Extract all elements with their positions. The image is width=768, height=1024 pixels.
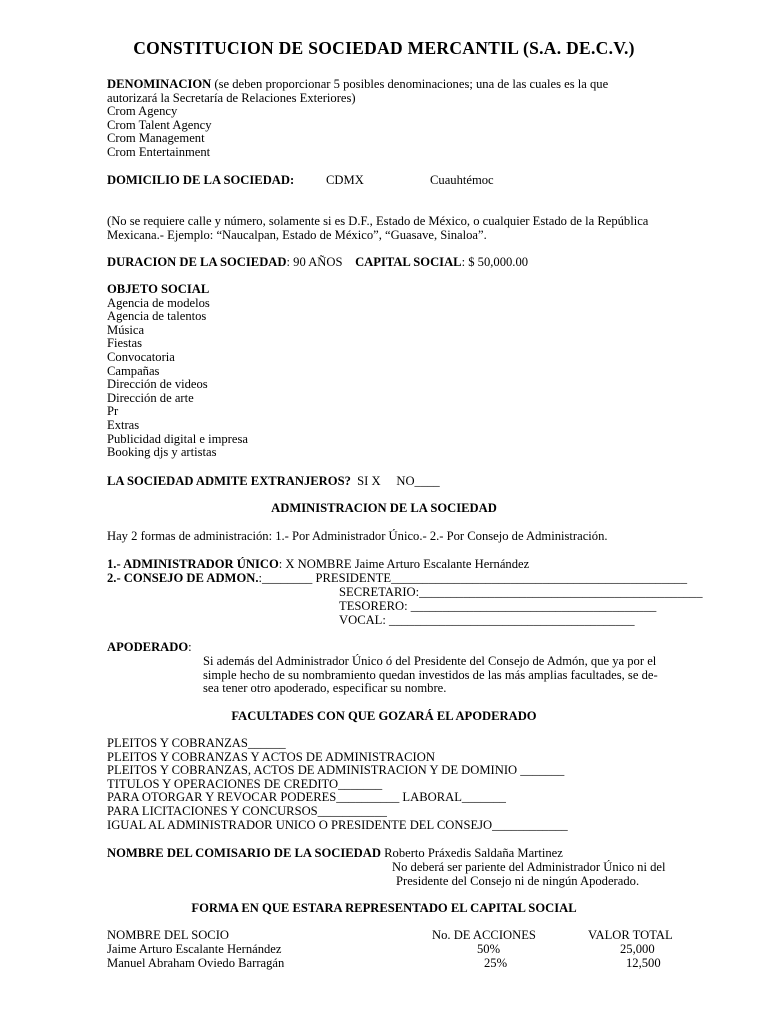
denominacion-note: (se deben proporcionar 5 posibles denominaciones; una de las cuales es la que [211,77,609,91]
capital-header-name: NOMBRE DEL SOCIO [107,928,229,942]
secretario-line: SECRETARIO:_____________________________________________ [339,585,703,599]
duracion-capital-line [107,256,528,270]
domicilio-note [107,215,648,242]
capital-row-2-acciones: 25% [484,956,508,970]
admin-unico-value: : X NOMBRE Jaime Arturo Escalante Hernández [278,557,530,571]
objeto-item: Publicidad digital e impresa [107,431,248,446]
vocal-line: VOCAL: _______________________________________ [339,613,635,627]
denominacion-name: Crom Entertainment [107,144,211,159]
capital-header-valor: VALOR TOTAL [588,928,673,942]
facultad-item: PARA OTORGAR Y REVOCAR PODERES__________ LABORAL_______ [107,790,506,805]
objeto-item: Extras [107,417,140,432]
apoderado-text-line: simple hecho de su nombramiento quedan investidos de las más amplias facultades, se de- [203,667,658,682]
objeto-item: Booking djs y artistas [107,445,217,460]
comisario-note-2: Presidente del Consejo ni de ningún Apoderado. [396,874,640,888]
consejo-label: 2.- CONSEJO DE ADMON. [107,571,259,585]
objeto-item: Dirección de videos [107,377,208,392]
capital-label: CAPITAL SOCIAL [355,255,462,269]
objeto-item: Campañas [107,363,160,378]
duracion-value: : 90 AÑOS [286,255,343,269]
objeto-item: Pr [107,404,119,419]
extranjeros-value: SI X NO____ [350,474,440,488]
administracion-heading: ADMINISTRACION DE LA SOCIEDAD [271,501,497,515]
duracion-label: DURACION DE LA SOCIEDAD [107,255,287,269]
facultad-item: IGUAL AL ADMINISTRADOR UNICO O PRESIDENTE DEL CONSEJO____________ [107,817,568,832]
apoderado-text-line: sea tener otro apoderado, especificar su nombre. [203,681,447,696]
comisario-label: NOMBRE DEL COMISARIO DE LA SOCIEDAD [107,846,381,860]
capital-row-1-name: Jaime Arturo Escalante Hernández [107,942,282,956]
denominacion-section [107,78,608,160]
consejo-line [107,572,687,586]
admin-unico-line [107,558,529,572]
objeto-item: Convocatoria [107,349,175,364]
comisario-value: Roberto Práxedis Saldaña Martinez [380,846,563,860]
facultad-item: PLEITOS Y COBRANZAS, ACTOS DE ADMINISTRACION Y DE DOMINIO _______ [107,763,565,778]
objeto-list [107,297,248,460]
objeto-section [107,283,248,460]
apoderado-label: APODERADO [107,640,189,654]
objeto-item: Agencia de modelos [107,295,210,310]
apoderado-label-line [107,641,192,655]
domicilio-alcaldia: Cuauhtémoc [430,173,494,187]
capital-row-1-valor: 25,000 [620,942,655,956]
comisario-line [107,847,563,861]
extranjeros-line [107,475,440,489]
apoderado-colon: : [188,640,192,654]
extranjeros-label: LA SOCIEDAD ADMITE EXTRANJEROS? [107,474,351,488]
comisario-note-1: No deberá ser pariente del Administrador Único ni del [392,860,666,874]
consejo-value: :________ PRESIDENTE_______________________________________________ [258,571,688,585]
domicilio-ciudad: CDMX [326,173,364,187]
facultad-item: PLEITOS Y COBRANZAS______ [107,736,286,750]
capital-row-1-acciones: 50% [477,942,501,956]
capital-row-2-valor: 12,500 [626,956,661,970]
apoderado-text-line: Si además del Administrador Único ó del Presidente del Consejo de Admón, que ya por el [203,654,657,668]
domicilio-label: DOMICILIO DE LA SOCIEDAD: [107,173,295,187]
tesorero-line: TESORERO: _______________________________________ [339,599,657,613]
objeto-item: Dirección de arte [107,390,194,405]
facultad-item: PLEITOS Y COBRANZAS Y ACTOS DE ADMINISTRACION [107,749,435,764]
denominacion-label: DENOMINACION [107,77,212,91]
denominacion-name: Crom Management [107,131,205,146]
facultad-item: PARA LICITACIONES Y CONCURSOS___________ [107,803,387,818]
facultades-heading: FACULTADES CON QUE GOZARÁ EL APODERADO [231,709,537,723]
apoderado-text [203,655,658,696]
objeto-item: Agencia de talentos [107,309,207,324]
objeto-item: Música [107,322,145,337]
capital-heading: FORMA EN QUE ESTARA REPRESENTADO EL CAPITAL SOCIAL [191,901,577,915]
administracion-intro: Hay 2 formas de administración: 1.- Por Administrador Único.- 2.- Por Consejo de Administración. [107,529,608,543]
denominacion-name: Crom Talent Agency [107,117,212,132]
page-title: CONSTITUCION DE SOCIEDAD MERCANTIL (S.A. DE.C.V.) [133,38,635,58]
domicilio-note-line: (No se requiere calle y número, solamente si es D.F., Estado de México, o cualquier Estado de la República [107,214,649,228]
capital-header-acciones: No. DE ACCIONES [432,928,536,942]
objeto-item: Fiestas [107,336,142,351]
admin-unico-label: 1.- ADMINISTRADOR ÚNICO [107,557,279,571]
facultad-item: TITULOS Y OPERACIONES DE CREDITO_______ [107,776,383,791]
capital-value: : $ 50,000.00 [461,255,529,269]
denominacion-name: Crom Agency [107,104,178,119]
domicilio-note-line: Mexicana.- Ejemplo: “Naucalpan, Estado de México”, “Guasave, Sinaloa”. [107,227,487,242]
denominacion-note-cont: autorizará la Secretaría de Relaciones Exteriores) [107,90,356,105]
facultades-list [107,737,568,832]
objeto-label: OBJETO SOCIAL [107,282,210,296]
capital-row-2-name: Manuel Abraham Oviedo Barragán [107,956,285,970]
